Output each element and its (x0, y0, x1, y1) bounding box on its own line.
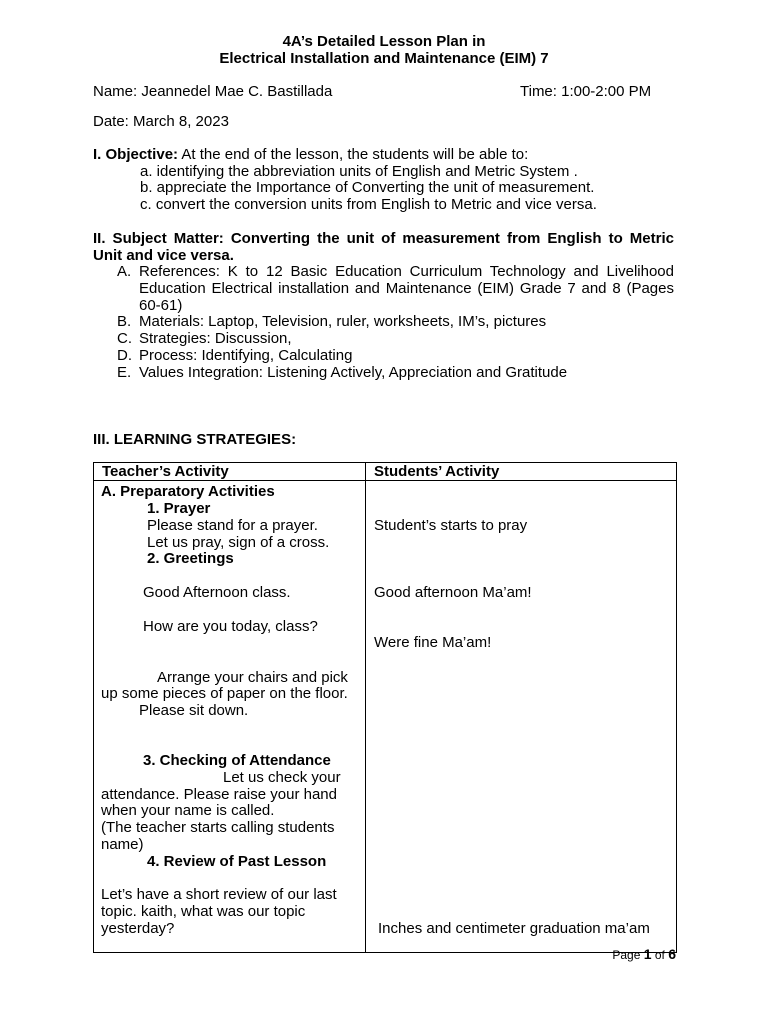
students-column-header: Students’ Activity (366, 463, 677, 481)
table-row (94, 481, 677, 953)
list-item-materials: Materials: Laptop, Television, ruler, worksheets, IM’s, pictures (139, 313, 547, 330)
objective-item-b: b. appreciate the Importance of Converting the unit of measurement. (140, 179, 595, 196)
attendance-line5: name) (101, 836, 144, 853)
learning-strategies-heading: III. LEARNING STRATEGIES: (93, 431, 297, 448)
list-item-references: References: K to 12 Basic Education Curriculum Technology and Livelihood Education Electrical installation and Maintenance (EIM) Grade 7 and 8 (Pages 60-61) (139, 263, 674, 314)
objective-line (93, 146, 528, 163)
attendance-line1: Let us check your (223, 769, 341, 786)
arrange-line2: up some pieces of paper on the floor. (101, 685, 348, 702)
list-letter: C. (117, 330, 132, 347)
doc-title-line1: 4A’s Detailed Lesson Plan in (282, 33, 486, 50)
list-letter: A. (117, 263, 132, 280)
objective-item-a: a. identifying the abbreviation units of English and Metric System . (140, 163, 578, 180)
review-title: 4. Review of Past Lesson (147, 853, 327, 870)
page-total: 6 (668, 946, 676, 962)
student-response-greeting: Good afternoon Ma’am! (374, 584, 532, 601)
attendance-line4: (The teacher starts calling students (101, 819, 335, 836)
attendance-line2: attendance. Please raise your hand (101, 786, 337, 803)
teacher-column-header: Teacher’s Activity (94, 463, 366, 481)
time-field: Time: 1:00-2:00 PM (520, 83, 652, 100)
list-item-values: Values Integration: Listening Actively, Appreciation and Gratitude (139, 364, 568, 381)
student-response-review: Inches and centimeter graduation ma’am (378, 920, 650, 937)
activities-table (93, 462, 677, 953)
teacher-activity-cell (94, 481, 366, 953)
prayer-title: 1. Prayer (147, 500, 211, 517)
student-response-wellbeing: Were fine Ma’am! (374, 634, 492, 651)
list-letter: E. (117, 364, 132, 381)
table-header-row (94, 463, 677, 481)
prayer-line1: Please stand for a prayer. (147, 517, 318, 534)
attendance-line3: when your name is called. (101, 802, 275, 819)
section-preparatory: A. Preparatory Activities (101, 483, 275, 500)
list-item-strategies: Strategies: Discussion, (139, 330, 292, 347)
greetings-title: 2. Greetings (147, 550, 234, 567)
date-field: Date: March 8, 2023 (93, 113, 229, 130)
list-letter: B. (117, 313, 132, 330)
doc-title-line2: Electrical Installation and Maintenance (EIM) 7 (219, 50, 549, 67)
objective-intro: At the end of the lesson, the students will be able to: (178, 146, 529, 163)
list-item-process: Process: Identifying, Calculating (139, 347, 353, 364)
students-activity-cell (366, 481, 677, 953)
page-number: 1 (643, 946, 652, 962)
subject-matter-heading: II. Subject Matter: Converting the unit of measurement from English to Metric Unit and vice versa. (93, 230, 674, 264)
page-label: Page (612, 948, 644, 962)
prayer-line2: Let us pray, sign of a cross. (147, 534, 330, 551)
objective-item-c: c. convert the conversion units from English to Metric and vice versa. (140, 196, 597, 213)
list-letter: D. (117, 347, 132, 364)
arrange-line1: Arrange your chairs and pick (157, 669, 348, 686)
greetings-line1: Good Afternoon class. (143, 584, 291, 601)
review-line1: Let’s have a short review of our last (101, 886, 337, 903)
student-response-prayer: Student’s starts to pray (374, 517, 528, 534)
page-footer (612, 946, 676, 964)
review-line2: topic. kaith, what was our topic (101, 903, 306, 920)
review-line3: yesterday? (101, 920, 175, 937)
arrange-line3: Please sit down. (139, 702, 249, 719)
greetings-line2: How are you today, class? (143, 618, 318, 635)
attendance-title: 3. Checking of Attendance (143, 752, 331, 769)
objective-label: I. Objective: (93, 146, 179, 163)
page-of-label: of (651, 948, 669, 962)
name-field: Name: Jeannedel Mae C. Bastillada (93, 83, 333, 100)
